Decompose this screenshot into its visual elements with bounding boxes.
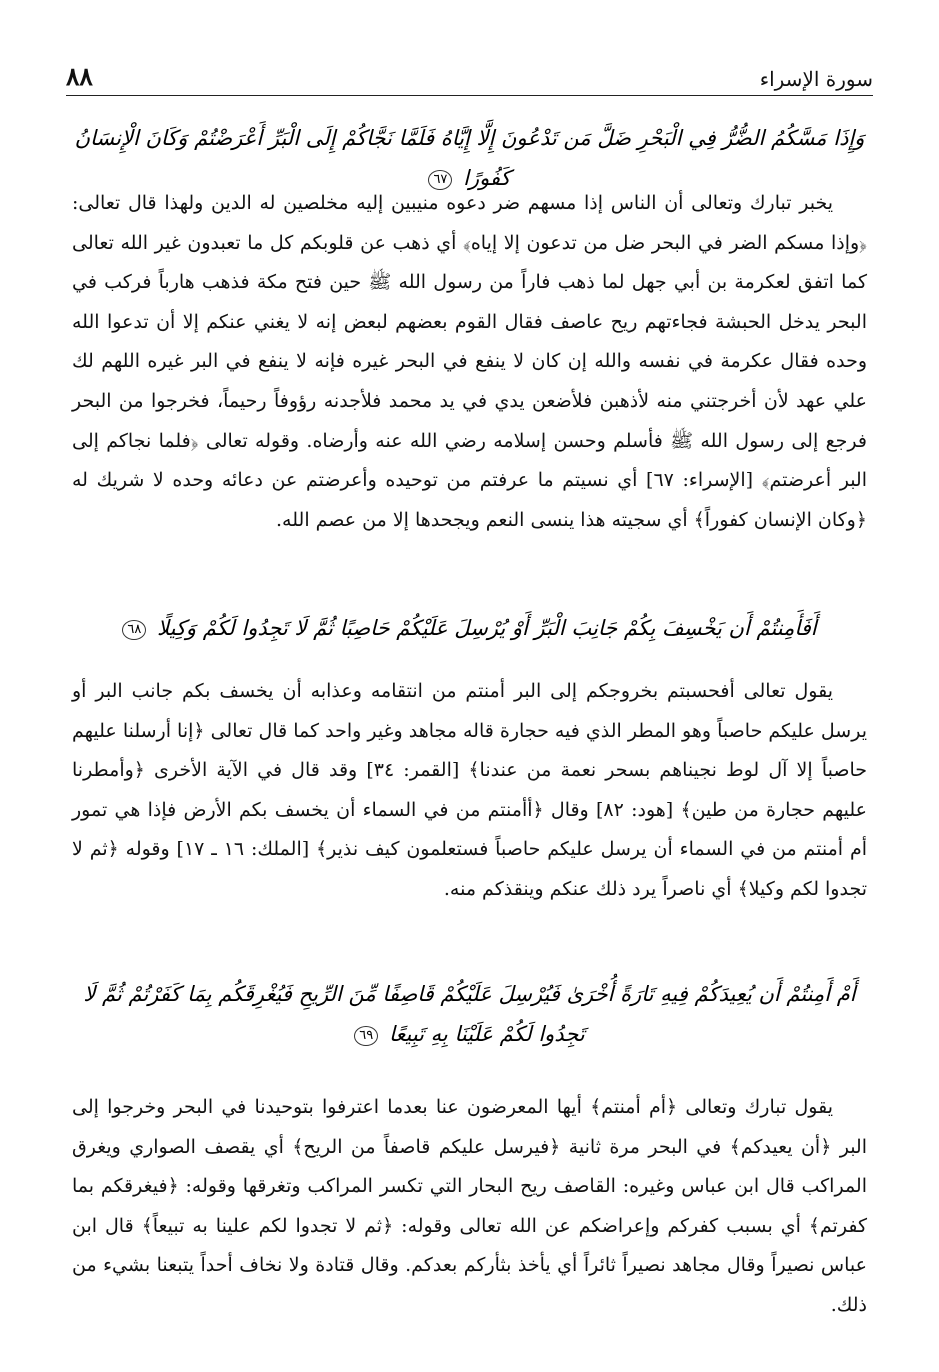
verse-number: ٦٨ bbox=[122, 620, 146, 640]
paragraph-text: يقول تعالى أفحسبتم بخروجكم إلى البر أمنتم من انتقامه وعذابه أن يخسف بكم جانب البر أو يرسل عليكم حاصباً وهو المطر الذي فيه حجارة قاله مجاهد وغير واحد كما قال تعالى ﴿إنا أرسلنا عليهم حاصباً إلا آل لوط نجيناهم بسحر نعمة من عندنا﴾ [القمر: ٣٤] وقد قال في الآية الأخرى ﴿وأمطرنا عليهم حجارة من طين﴾ [هود: ٨٢] وقال ﴿أأمنتم من في السماء أن يخسف بكم الأرض فإذا هي تمور أم أمنتم من في السماء أن يرسل عليكم حاصباً فستعلمون كيف نذير﴾ [الملك: ١٦ ـ ١٧] وقوله ﴿ثم لا تجدوا لكم وكيلا﴾ أي ناصراً يرد ذلك عنكم وينقذكم منه. bbox=[72, 680, 867, 900]
quran-verse bbox=[70, 608, 869, 648]
verse-text: وَإِذَا مَسَّكُمُ الضُّرُّ فِي الْبَحْرِ ضَلَّ مَن تَدْعُونَ إِلَّا إِيَّاهُ فَلَمَّا نَجَّاكُمْ إِلَى الْبَرِّ أَعْرَضْتُمْ وَكَانَ الْإِنسَانُ كَفُورًا bbox=[74, 126, 865, 190]
verse-number: ٦٧ bbox=[428, 170, 452, 190]
quran-verse bbox=[70, 974, 869, 1054]
tafsir-paragraph bbox=[72, 1088, 867, 1326]
page-header bbox=[66, 56, 873, 96]
tafsir-paragraph bbox=[72, 672, 867, 910]
tafsir-paragraph bbox=[72, 184, 867, 540]
paragraph-text: يخبر تبارك وتعالى أن الناس إذا مسهم ضر دعوه منيبين إليه مخلصين له الدين ولهذا قال تعالى: ﴿وإذا مسكم الضر في البحر ضل من تدعون إلا إياه﴾ أي ذهب عن قلوبكم كل ما تعبدون غير الله تعالى كما اتفق لعكرمة بن أبي جهل لما ذهب فاراً من رسول الله ﷺ حين فتح مكة فذهب هارباً فركب في البحر يدخل الحبشة فجاءتهم ريح عاصف فقال القوم بعضهم لبعض إنه لا يغني عنكم إلا أن تدعوا الله وحده فقال عكرمة في نفسه والله إن كان لا ينفع في البحر غيره فإنه لا ينفع في البر غيره اللهم لك علي عهد لأن أخرجتني منه لأذهبن فلأضعن يدي في يد محمد فلأجدنه رؤوفاً رحيماً، فخرجوا من البحر فرجع إلى رسول الله ﷺ فأسلم وحسن إسلامه رضي الله عنه وأرضاه. وقوله تعالى ﴿فلما نجاكم إلى البر أعرضتم﴾ [الإسراء: ٦٧] أي نسيتم ما عرفتم من توحيده وأعرضتم عن دعائه وحده لا شريك له ﴿وكان الإنسان كفوراً﴾ أي سجيته هذا ينسى النعم ويجحدها إلا من عصم الله. bbox=[72, 192, 868, 531]
paragraph-text: يقول تبارك وتعالى ﴿أم أمنتم﴾ أيها المعرضون عنا بعدما اعترفوا بتوحيدنا في البحر وخرجوا إلى البر ﴿أن يعيدكم﴾ في البحر مرة ثانية ﴿فيرسل عليكم قاصفاً من الريح﴾ أي يقصف الصواري ويغرق المراكب قال ابن عباس وغيره: القاصف ريح البحار التي تكسر المراكب وتغرقها وقوله: ﴿فيغرقكم بما كفرتم﴾ أي بسبب كفركم وإعراضكم عن الله تعالى وقوله: ﴿ثم لا تجدوا لكم علينا به تبيعاً﴾ قال ابن عباس نصيراً وقال مجاهد نصيراً ثائراً أي يأخذ بثأركم بعدكم. وقال قتادة ولا نخاف أحداً يتبعنا بشيء من ذلك. bbox=[72, 1096, 867, 1316]
surah-name: سورة الإسراء bbox=[759, 67, 873, 91]
verse-text: أَفَأَمِنتُمْ أَن يَخْسِفَ بِكُمْ جَانِبَ الْبَرِّ أَوْ يُرْسِلَ عَلَيْكُمْ حَاصِبًا ثُمَّ لَا تَجِدُوا لَكُمْ وَكِيلًا bbox=[157, 616, 817, 640]
verse-text: أَمْ أَمِنتُمْ أَن يُعِيدَكُمْ فِيهِ تَارَةً أُخْرَىٰ فَيُرْسِلَ عَلَيْكُمْ قَاصِفًا مِّنَ الرِّيحِ فَيُغْرِقَكُم بِمَا كَفَرْتُمْ ثُمَّ لَا تَجِدُوا لَكُمْ عَلَيْنَا بِهِ تَبِيعًا bbox=[83, 982, 856, 1046]
verse-number: ٦٩ bbox=[354, 1026, 378, 1046]
page-number: ٨٨ bbox=[66, 62, 93, 91]
